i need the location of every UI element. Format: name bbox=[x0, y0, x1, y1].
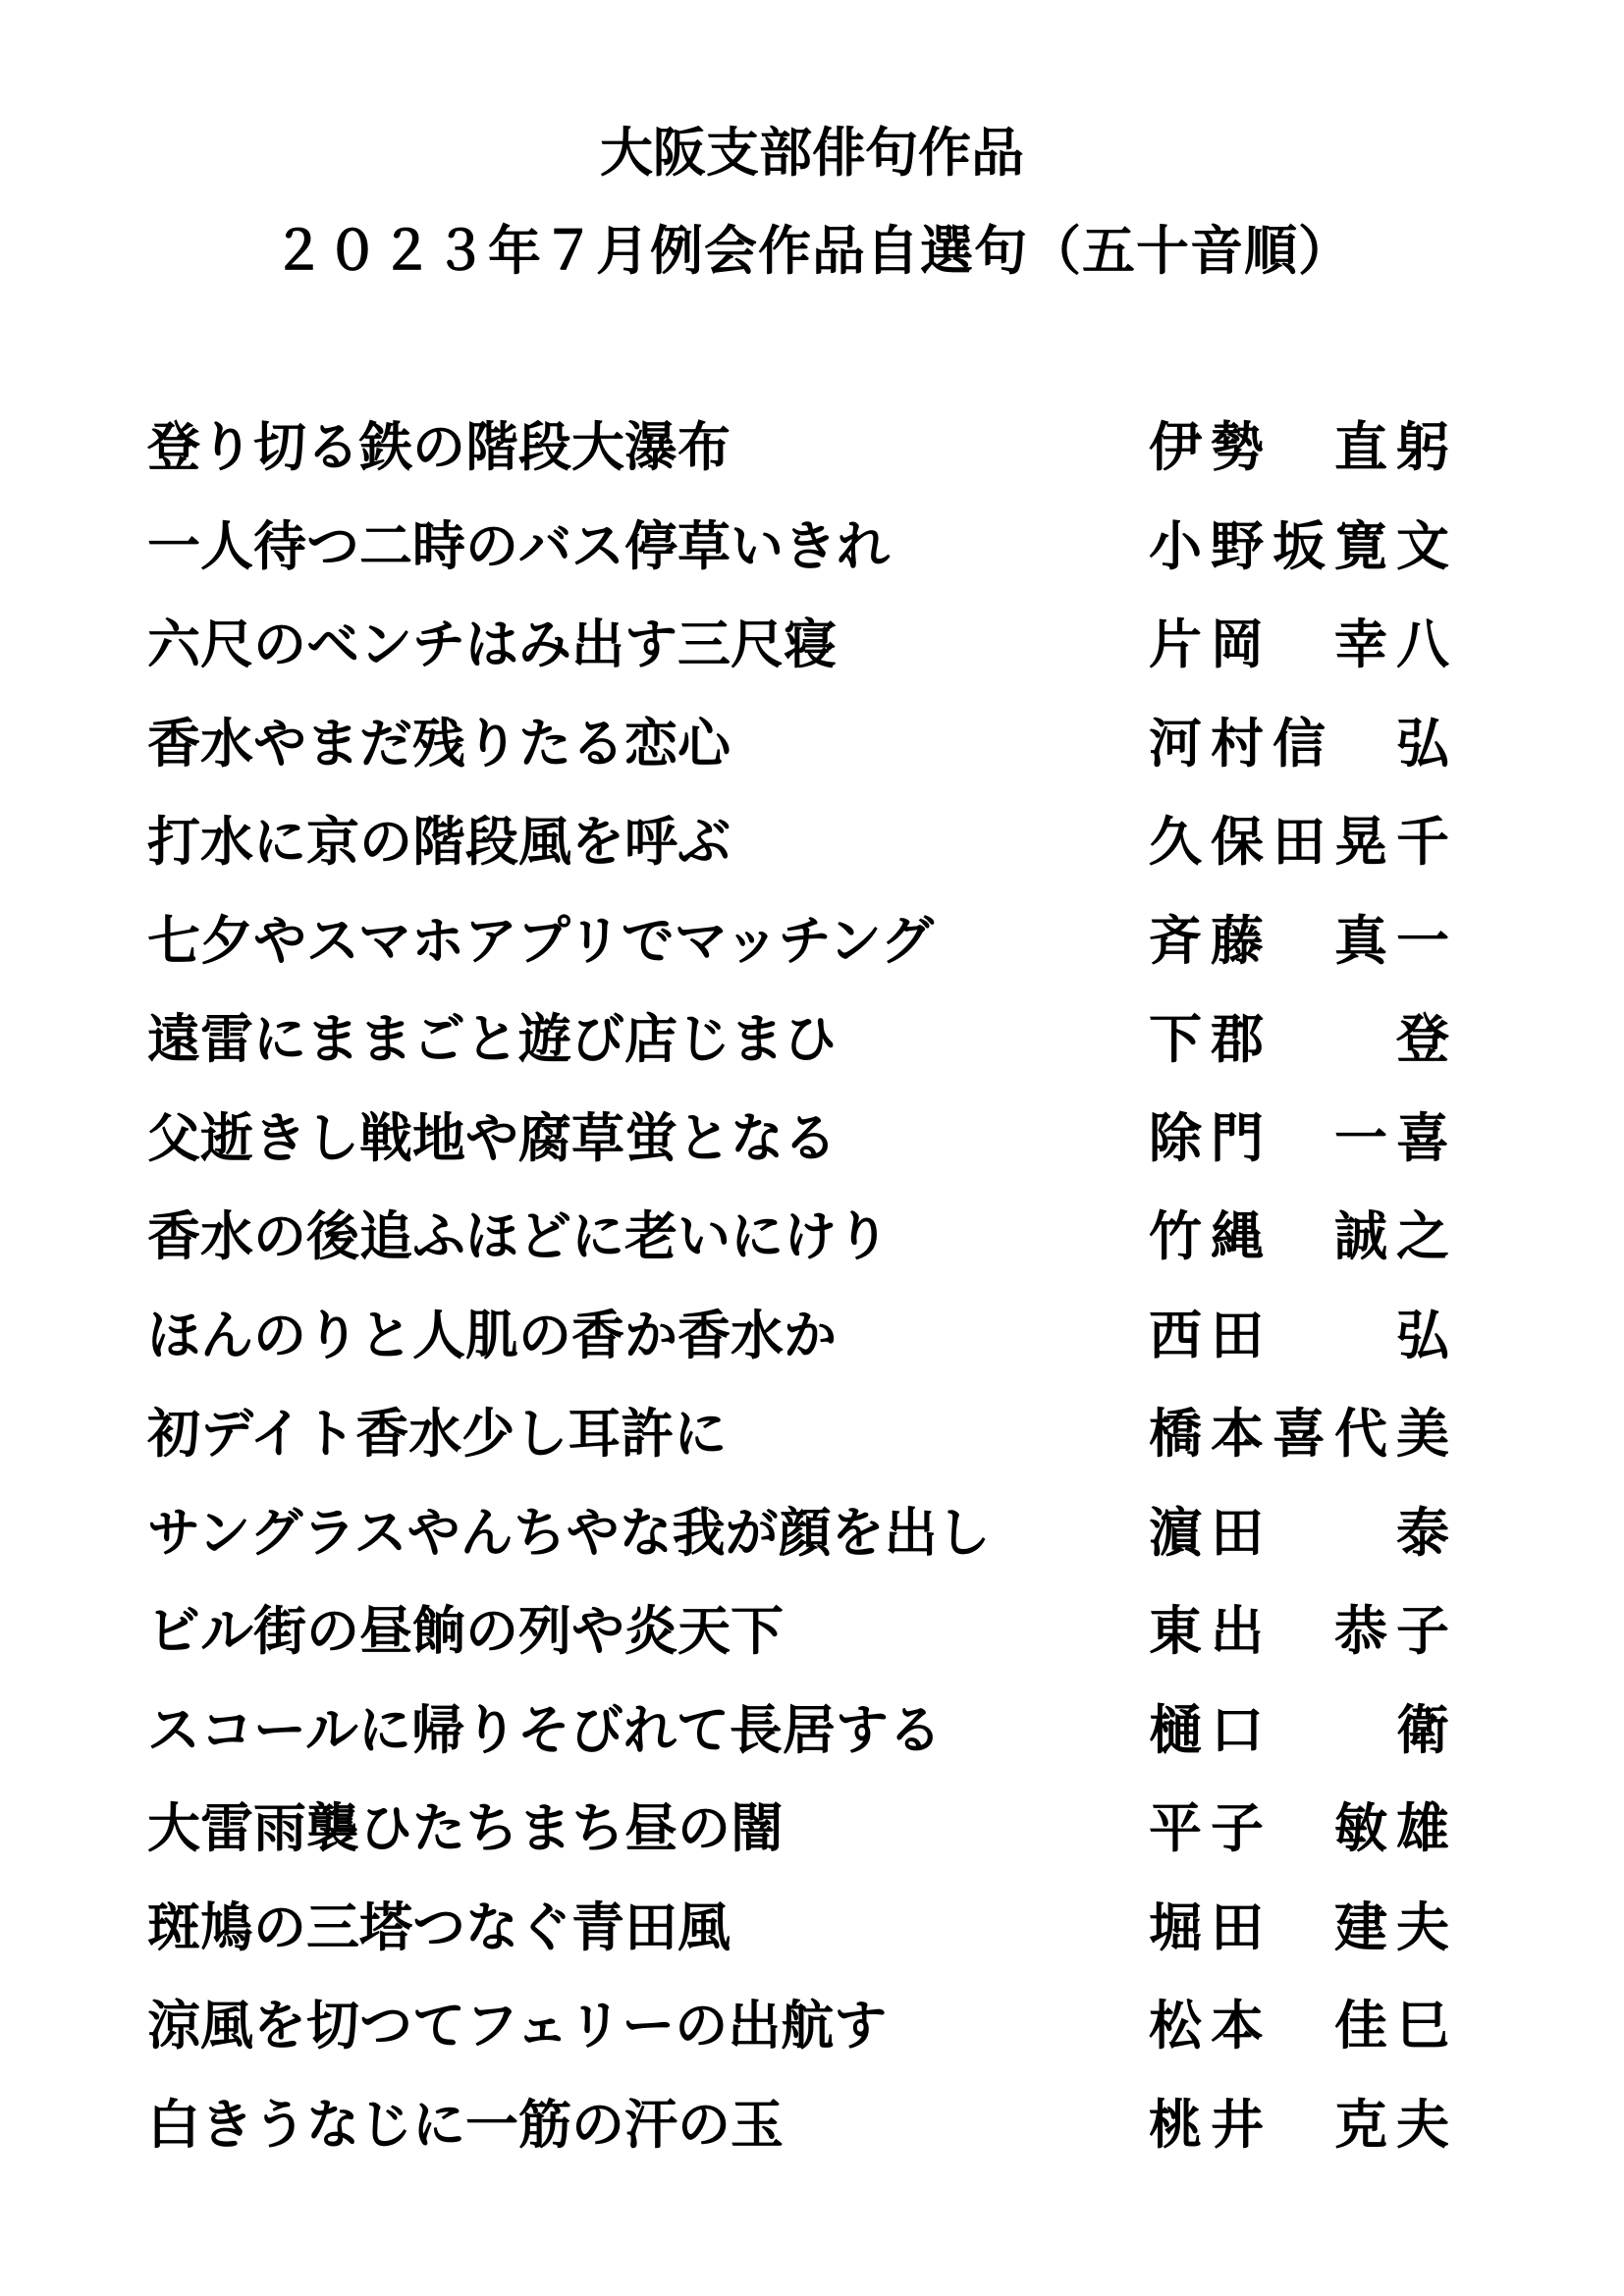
haiku-row bbox=[147, 612, 1473, 711]
haiku-text: 六尺のベンチはみ出す三尺寝 bbox=[147, 614, 837, 675]
haiku-row bbox=[147, 809, 1473, 908]
haiku-author: 東出 恭子 bbox=[1149, 1600, 1449, 1662]
haiku-author: 下郡 登 bbox=[1149, 1008, 1449, 1070]
haiku-row bbox=[147, 414, 1473, 513]
document-subtitle: ２０２３年７月例会作品自選句（五十音順） bbox=[272, 220, 1352, 282]
haiku-author: 樋口 衛 bbox=[1149, 1698, 1449, 1761]
haiku-row bbox=[147, 1203, 1473, 1303]
haiku-row bbox=[147, 711, 1473, 810]
haiku-row bbox=[147, 1006, 1473, 1105]
haiku-list bbox=[147, 414, 1473, 2190]
haiku-row bbox=[147, 2092, 1473, 2191]
haiku-author: 橋本喜代美 bbox=[1149, 1403, 1449, 1465]
haiku-text: 斑鳩の三塔つなぐ青田風 bbox=[147, 1896, 731, 1958]
haiku-row bbox=[147, 1697, 1473, 1796]
haiku-author: 小野坂寛文 bbox=[1149, 514, 1449, 577]
haiku-text: 香水やまだ残りたる恋心 bbox=[147, 712, 731, 774]
haiku-text: スコールに帰りそびれて長居する bbox=[147, 1698, 942, 1761]
haiku-text: サングラスやんちやな我が顔を出し bbox=[147, 1501, 991, 1564]
haiku-author: 西田 弘 bbox=[1149, 1304, 1449, 1366]
haiku-text: ビル街の昼餉の列や炎天下 bbox=[147, 1600, 784, 1662]
haiku-row bbox=[147, 1795, 1473, 1895]
haiku-row bbox=[147, 1500, 1473, 1599]
haiku-text: 初デイト香水少し耳許に bbox=[147, 1403, 728, 1465]
haiku-author: 濵田 泰 bbox=[1149, 1501, 1449, 1564]
haiku-row bbox=[147, 1303, 1473, 1402]
haiku-text: 父逝きし戦地や腐草蛍となる bbox=[147, 1106, 837, 1169]
haiku-text: 大雷雨襲ひたちまち昼の闇 bbox=[147, 1797, 784, 1859]
haiku-author: 松本 佳巳 bbox=[1149, 1995, 1449, 2056]
haiku-text: 白きうなじに一筋の汗の玉 bbox=[147, 2093, 784, 2156]
haiku-text: 一人待つ二時のバス停草いきれ bbox=[147, 514, 890, 577]
haiku-row bbox=[147, 908, 1473, 1007]
haiku-text: 登り切る鉄の階段大瀑布 bbox=[147, 416, 731, 478]
haiku-row bbox=[147, 1401, 1473, 1500]
haiku-row bbox=[147, 1105, 1473, 1204]
haiku-text: 涼風を切つてフェリーの出航す bbox=[147, 1995, 888, 2056]
haiku-author: 平子 敏雄 bbox=[1149, 1797, 1449, 1859]
document-title: 大阪支部俳句作品 bbox=[600, 122, 1024, 184]
haiku-row bbox=[147, 513, 1473, 613]
haiku-author: 斉藤 真一 bbox=[1149, 909, 1449, 972]
haiku-row bbox=[147, 1598, 1473, 1697]
haiku-author: 桃井 克夫 bbox=[1149, 2093, 1449, 2156]
haiku-text: 七夕やスマホアプリでマッチング bbox=[147, 909, 934, 972]
haiku-row bbox=[147, 1993, 1473, 2092]
haiku-row bbox=[147, 1895, 1473, 1994]
haiku-text: 香水の後追ふほどに老いにけり bbox=[147, 1205, 890, 1267]
haiku-author: 伊勢 直躬 bbox=[1149, 416, 1449, 478]
haiku-author: 竹縄 誠之 bbox=[1149, 1205, 1449, 1267]
haiku-author: 河村信 弘 bbox=[1149, 712, 1449, 774]
haiku-author: 久保田晃千 bbox=[1149, 811, 1449, 873]
haiku-text: 遠雷にままごと遊び店じまひ bbox=[147, 1008, 837, 1070]
haiku-author: 片岡 幸八 bbox=[1149, 614, 1449, 675]
haiku-author: 堀田 建夫 bbox=[1149, 1896, 1449, 1958]
haiku-text: 打水に京の階段風を呼ぶ bbox=[147, 811, 731, 873]
haiku-author: 除門 一喜 bbox=[1149, 1106, 1449, 1169]
haiku-text: ほんのりと人肌の香か香水か bbox=[147, 1304, 837, 1366]
